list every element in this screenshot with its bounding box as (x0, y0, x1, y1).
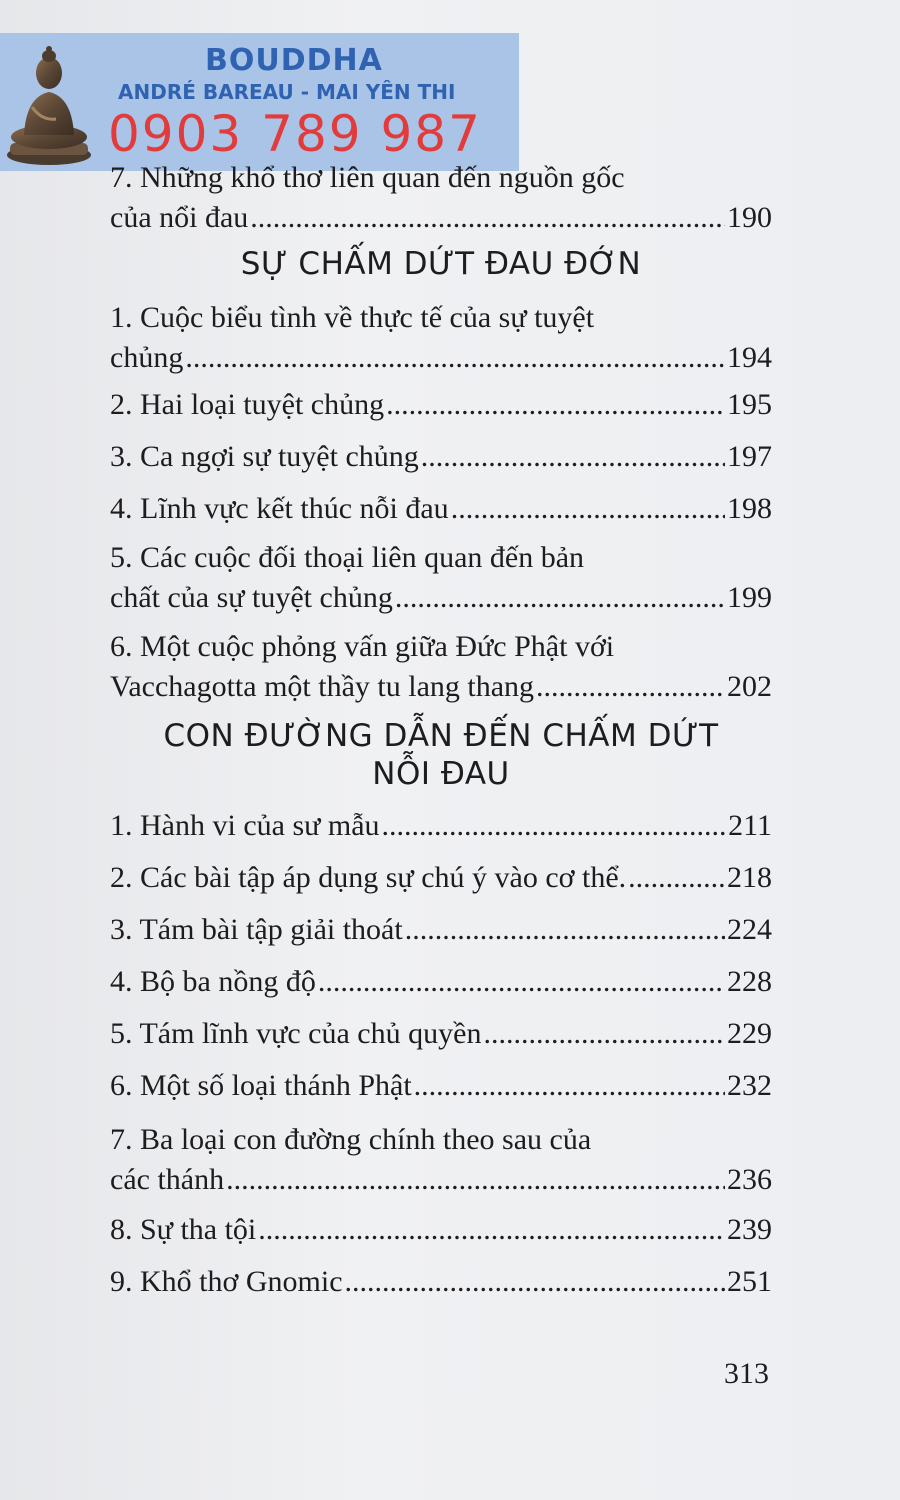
section-heading: SỰ CHẤM DỨT ĐAU ĐỚN (240, 246, 642, 282)
toc-entry (110, 1262, 772, 1302)
toc-entry-title: 3. Ca ngợi sự tuyệt chủng (110, 440, 419, 473)
toc-entry-line1: 6. Một cuộc phỏng vấn giữa Đức Phật với (110, 630, 615, 663)
toc-entry (110, 1120, 772, 1200)
toc-page-number: 194 (727, 341, 772, 374)
leader-dots (628, 858, 725, 898)
banner-title: BOUDDHA (205, 43, 383, 78)
toc-entry (110, 910, 772, 950)
toc-entry-title: của nổi đau (110, 201, 249, 234)
watermark-banner (0, 33, 519, 171)
toc-entry-title: các thánh (110, 1163, 225, 1196)
section-heading: CON ĐƯỜNG DẪN ĐẾN CHẤM DỨT (163, 718, 719, 754)
toc-page-number: 224 (727, 913, 772, 946)
toc-entry-title: 4. Lĩnh vực kết thúc nỗi đau (110, 492, 449, 525)
toc-entry-title: 2. Các bài tập áp dụng sự chú ý vào cơ thể. (110, 861, 627, 894)
toc-page-number: 229 (727, 1017, 772, 1050)
toc-entry (110, 627, 772, 707)
toc-entry-title: chủng (110, 341, 184, 374)
buddha-statue-icon (4, 37, 94, 167)
toc-page-number: 236 (727, 1163, 772, 1196)
toc-entry (110, 437, 772, 477)
toc-entry (110, 538, 772, 618)
leader-dots (451, 489, 725, 529)
toc-entry (110, 858, 772, 898)
leader-dots (258, 1210, 725, 1250)
toc-entry (110, 385, 772, 425)
leader-dots (536, 667, 725, 707)
banner-phone: 0903 789 987 (108, 105, 482, 163)
toc-entry (110, 1210, 772, 1250)
toc-page-number: 197 (727, 440, 772, 473)
toc-entry-title: Vacchagotta một thầy tu lang thang (110, 670, 535, 703)
toc-entry (110, 806, 772, 846)
toc-page-number: 232 (727, 1069, 772, 1102)
toc-entry-title: 1. Hành vi của sư mẫu (110, 809, 380, 842)
toc-entry-line1: 7. Những khổ thơ liên quan đến nguồn gốc (110, 161, 625, 194)
toc-entry (110, 1066, 772, 1106)
toc-page-number: 198 (727, 492, 772, 525)
toc-page-number: 211 (728, 809, 772, 842)
toc-entry (110, 298, 772, 378)
toc-entry-title: 4. Bộ ba nồng độ (110, 965, 316, 998)
toc-entry (110, 1014, 772, 1054)
toc-entry-title: 6. Một số loại thánh Phật (110, 1069, 412, 1102)
leader-dots (345, 1262, 725, 1302)
toc-entry-title: 8. Sự tha tội (110, 1213, 257, 1246)
toc-page-number: 239 (727, 1213, 772, 1246)
toc-page-number: 202 (727, 670, 772, 703)
toc-page-number: 195 (727, 388, 772, 421)
toc-page-number: 218 (727, 861, 772, 894)
leader-dots (414, 1066, 725, 1106)
toc-page-number: 251 (727, 1265, 772, 1298)
toc-page-number: 228 (727, 965, 772, 998)
toc-entry-line1: 5. Các cuộc đối thoại liên quan đến bản (110, 541, 585, 574)
toc-entry (110, 489, 772, 529)
leader-dots (318, 962, 725, 1002)
leader-dots (395, 578, 725, 618)
toc-entry-line1: 1. Cuộc biểu tình về thực tế của sự tuyệt (110, 301, 595, 334)
toc-entry (110, 962, 772, 1002)
leader-dots (421, 437, 725, 477)
leader-dots (483, 1014, 725, 1054)
leader-dots (382, 806, 727, 846)
toc-entry-title: 5. Tám lĩnh vực của chủ quyền (110, 1017, 482, 1050)
toc-entry-title: 2. Hai loại tuyệt chủng (110, 388, 385, 421)
section-heading-line2: NỖI ĐAU (372, 756, 510, 792)
toc-entry-line1: 7. Ba loại con đường chính theo sau của (110, 1123, 592, 1156)
toc-page-number: 199 (727, 581, 772, 614)
leader-dots (386, 385, 725, 425)
toc-entry-title: 3. Tám bài tập giải thoát (110, 913, 403, 946)
toc-entry-title: 9. Khổ thơ Gnomic (110, 1265, 343, 1298)
leader-dots (405, 910, 725, 950)
leader-dots (226, 1160, 725, 1200)
toc-entry-title: chất của sự tuyệt chủng (110, 581, 393, 614)
leader-dots (185, 338, 725, 378)
toc-page-number: 190 (727, 201, 772, 234)
page-number: 313 (724, 1357, 769, 1390)
leader-dots (250, 198, 725, 238)
toc-entry (110, 158, 772, 238)
banner-subtitle: ANDRÉ BAREAU - MAI YÊN THI (118, 80, 456, 104)
